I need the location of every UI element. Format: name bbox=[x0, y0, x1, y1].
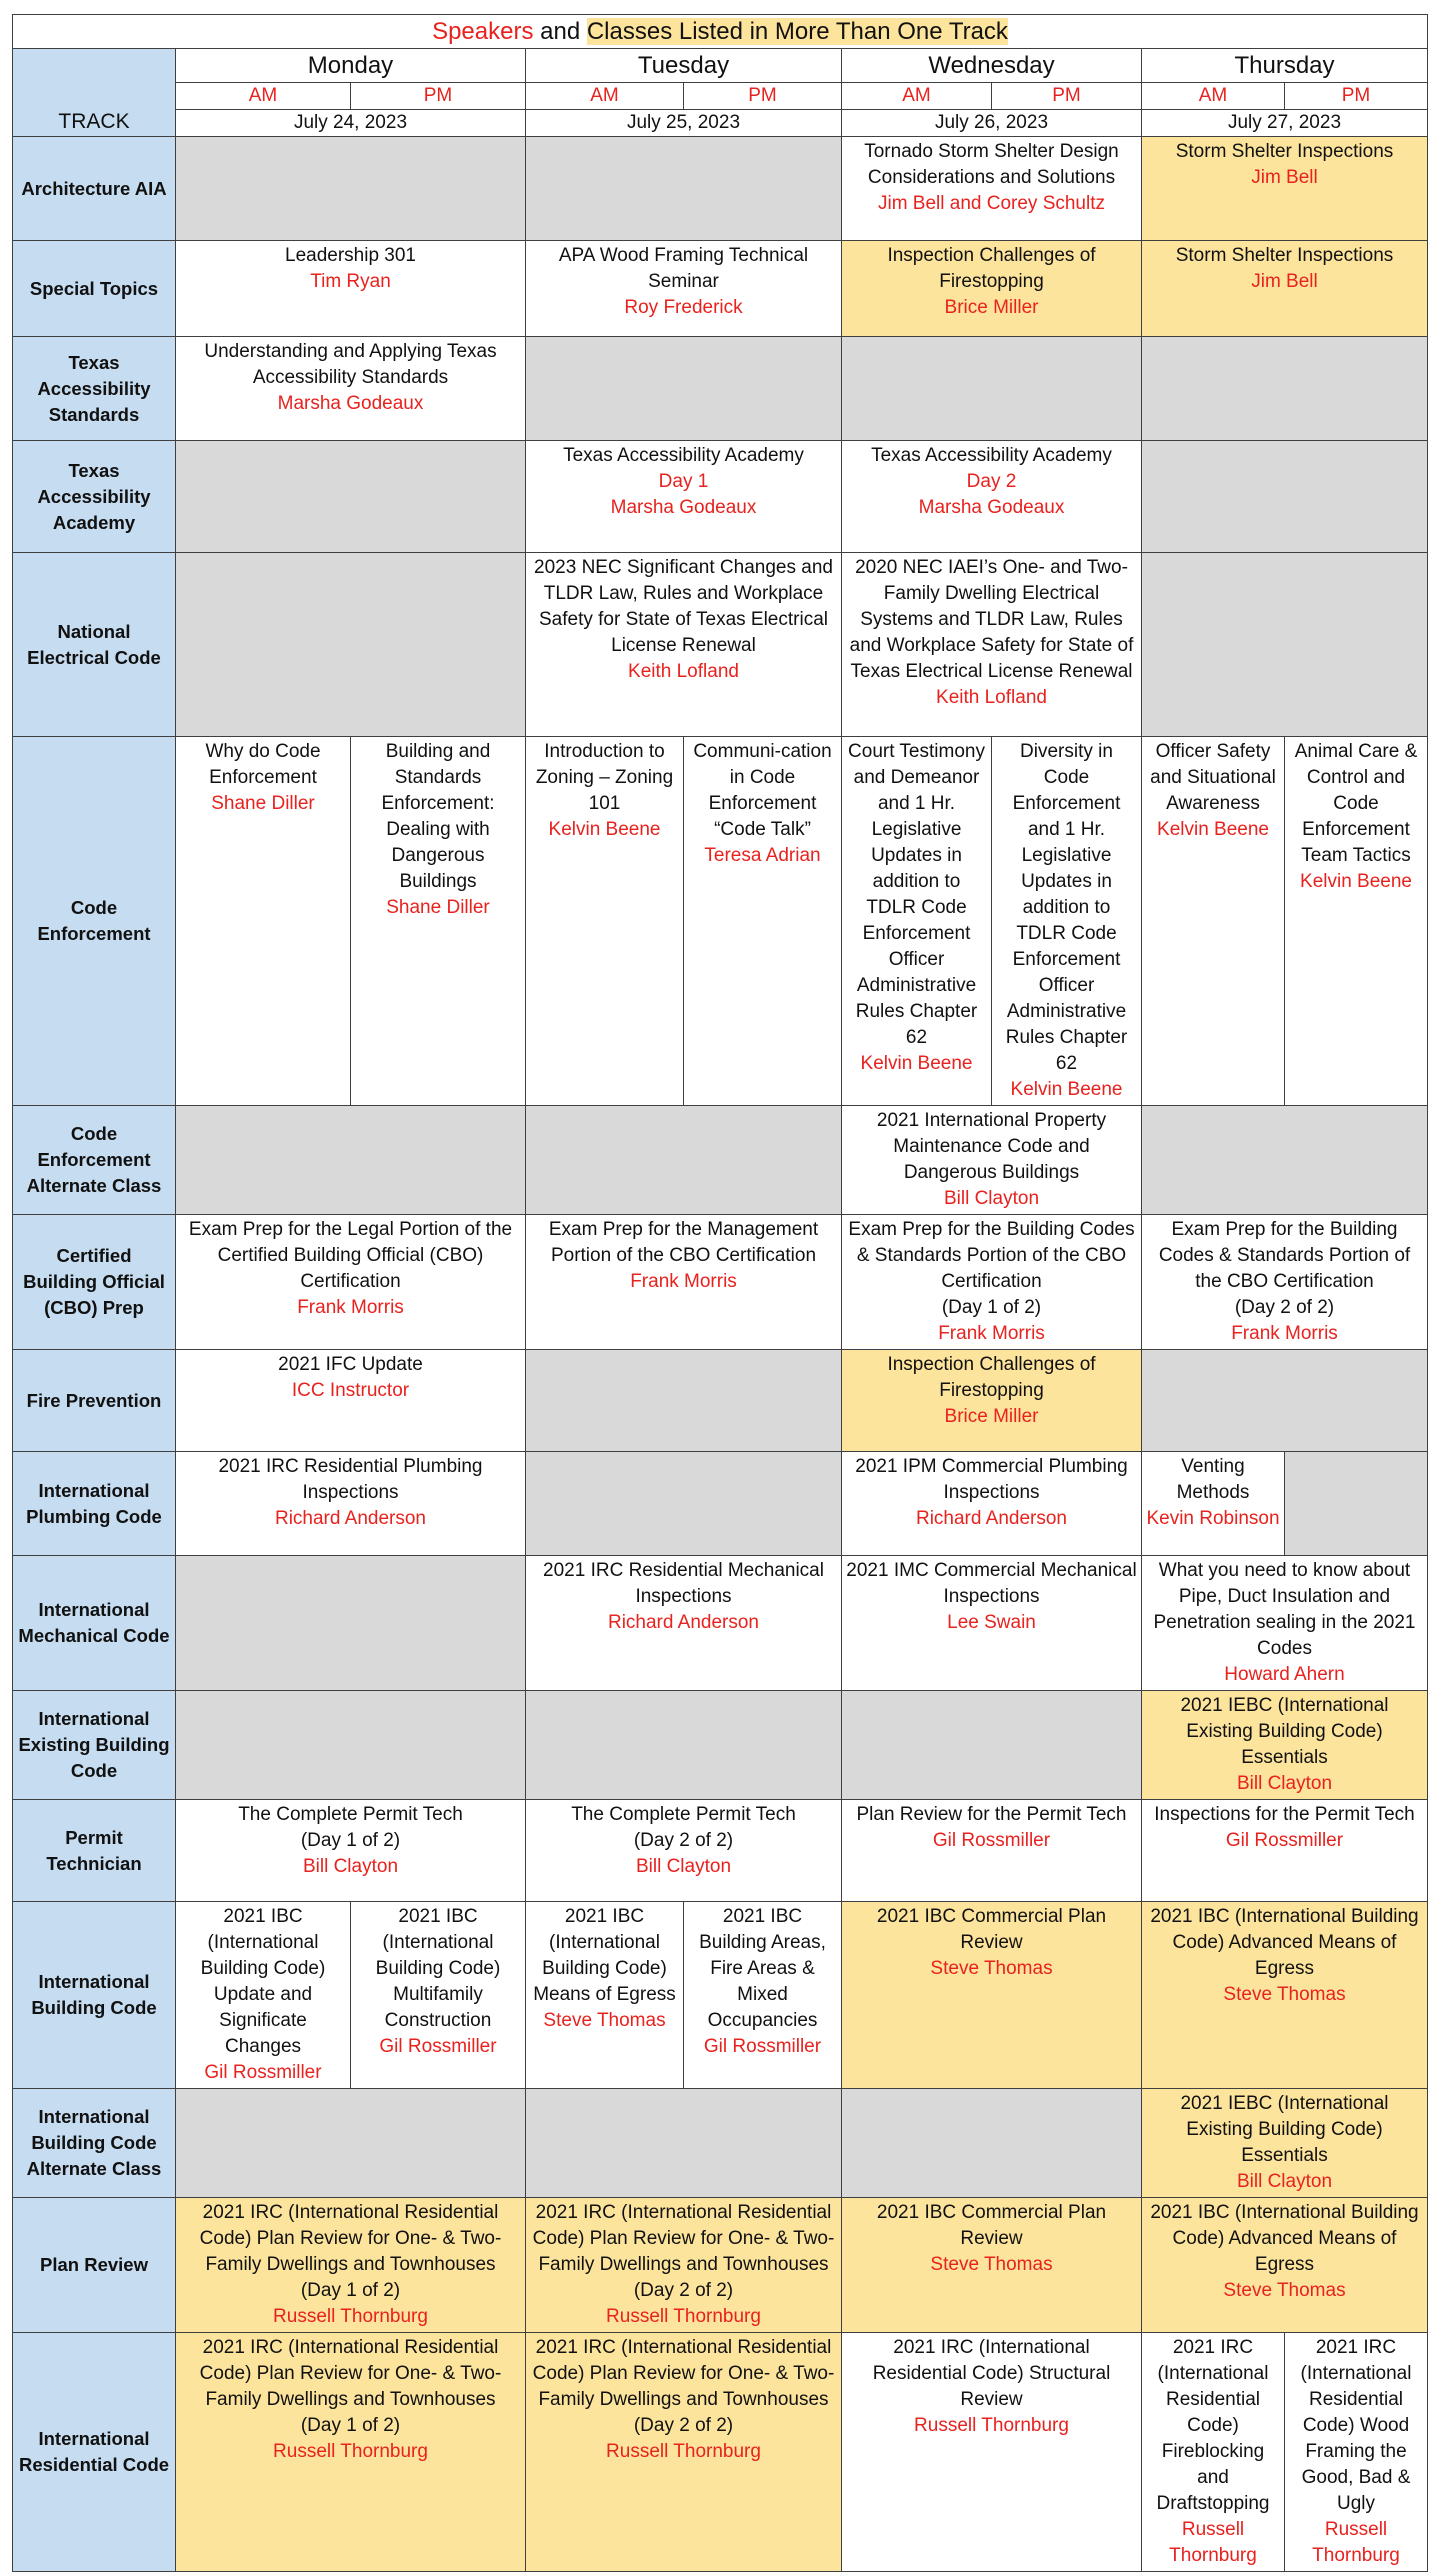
day-row bbox=[13, 49, 1428, 83]
session-cell bbox=[1285, 737, 1428, 1106]
session-cell bbox=[842, 553, 1142, 737]
session-speaker: Bill Clayton bbox=[1236, 1773, 1333, 1794]
session-cell bbox=[176, 2333, 526, 2572]
session-speaker: Kelvin Beene bbox=[548, 819, 661, 840]
session-speaker: Tim Ryan bbox=[310, 271, 391, 292]
session-speaker: Russell Thornburg bbox=[914, 2415, 1069, 2436]
session-title: Inspections for the Permit Tech bbox=[1154, 1804, 1415, 1825]
session-title: Communi-cation in Code Enforcement “Code Talk” bbox=[693, 741, 832, 840]
track-row-permit-technician bbox=[13, 1800, 1428, 1902]
session-title: Texas Accessibility Academy bbox=[563, 445, 804, 466]
session-title: 2021 IBC Commercial Plan Review bbox=[876, 2202, 1107, 2249]
session-title: 2021 IRC Residential Mechanical Inspections bbox=[543, 1560, 824, 1607]
session-speaker: Bill Clayton bbox=[302, 1856, 399, 1877]
session-title: What you need to know about Pipe, Duct Insulation and Penetration sealing in the 2021 Codes bbox=[1153, 1560, 1416, 1659]
session-speaker: Russell Thornburg bbox=[1312, 2519, 1400, 2566]
session-speaker: Kelvin Beene bbox=[1157, 819, 1269, 840]
empty-slot bbox=[176, 1106, 526, 1215]
session-speaker: Lee Swain bbox=[947, 1612, 1036, 1633]
track-name: Texas Accessibility Standards bbox=[13, 337, 176, 441]
session-speaker: Bill Clayton bbox=[1236, 2171, 1333, 2192]
track-row-international-residential-code bbox=[13, 2333, 1428, 2572]
session-cell bbox=[526, 1800, 842, 1902]
session-cell bbox=[526, 1902, 684, 2089]
session-title: Inspection Challenges of Firestopping bbox=[887, 245, 1096, 292]
session-speaker: Jim Bell and Corey Schultz bbox=[877, 193, 1106, 214]
session-speaker: Shane Diller bbox=[211, 793, 315, 814]
track-name: Special Topics bbox=[13, 241, 176, 337]
session-speaker: Jim Bell bbox=[1251, 271, 1318, 292]
page-title bbox=[13, 15, 1428, 49]
session-title: 2021 International Property Maintenance Code and Dangerous Buildings bbox=[876, 1110, 1107, 1183]
session-speaker: Steve Thomas bbox=[543, 2010, 666, 2031]
track-row-international-mechanical-code bbox=[13, 1556, 1428, 1691]
session-title: (Day 1 of 2) bbox=[300, 2280, 401, 2301]
empty-slot bbox=[526, 1691, 842, 1800]
session-cell bbox=[176, 737, 351, 1106]
session-cell bbox=[992, 737, 1142, 1106]
session-cell bbox=[526, 241, 842, 337]
session-speaker: Howard Ahern bbox=[1224, 1664, 1345, 1685]
empty-slot bbox=[526, 2089, 842, 2198]
session-title: 2020 NEC IAEI’s One- and Two-Family Dwelling Electrical Systems and TLDR Law, Rules and Workplace Safety for State of Texas Electrical License Renewal bbox=[849, 557, 1134, 682]
session-speaker: Russell Thornburg bbox=[606, 2441, 761, 2462]
session-title: 2021 IRC (International Residential Code) Wood Framing the Good, Bad & Ugly bbox=[1300, 2337, 1412, 2514]
track-row-international-existing-building-code bbox=[13, 1691, 1428, 1800]
session-title: 2021 IBC (International Building Code) Update and Significate Changes bbox=[200, 1906, 326, 2057]
session-title: 2021 IFC Update bbox=[278, 1354, 423, 1375]
empty-slot bbox=[842, 1691, 1142, 1800]
session-title: Exam Prep for the Building Codes & Standards Portion of the CBO Certification bbox=[848, 1219, 1135, 1292]
session-speaker: Kelvin Beene bbox=[1010, 1079, 1123, 1100]
schedule-body bbox=[13, 15, 1428, 2572]
pm-label: PM bbox=[684, 83, 842, 110]
session-cell bbox=[842, 2198, 1142, 2333]
session-speaker: Steve Thomas bbox=[930, 2254, 1053, 2275]
track-row-texas-accessibility-standards bbox=[13, 337, 1428, 441]
am-label: AM bbox=[526, 83, 684, 110]
empty-slot bbox=[176, 441, 526, 553]
day-monday: Monday bbox=[176, 49, 526, 83]
session-speaker: Bill Clayton bbox=[943, 1188, 1040, 1209]
empty-slot bbox=[1142, 337, 1428, 441]
session-cell bbox=[526, 2198, 842, 2333]
session-cell bbox=[526, 737, 684, 1106]
session-title: 2021 IRC (International Residential Code) Fireblocking and Draftstopping bbox=[1156, 2337, 1270, 2514]
pm-label: PM bbox=[992, 83, 1142, 110]
track-row-architecture-aia bbox=[13, 137, 1428, 241]
track-name: Permit Technician bbox=[13, 1800, 176, 1902]
session-speaker: Frank Morris bbox=[630, 1271, 737, 1292]
session-cell bbox=[842, 1215, 1142, 1350]
session-speaker: Marsha Godeaux bbox=[918, 497, 1065, 518]
day-wednesday: Wednesday bbox=[842, 49, 1142, 83]
date-thursday: July 27, 2023 bbox=[1142, 110, 1428, 137]
session-speaker: Day 1 bbox=[658, 471, 709, 492]
session-title: 2021 IRC (International Residential Code) Structural Review bbox=[872, 2337, 1111, 2410]
session-cell bbox=[526, 2333, 842, 2572]
track-name: Architecture AIA bbox=[13, 137, 176, 241]
session-title: (Day 2 of 2) bbox=[633, 1830, 734, 1851]
session-title: 2021 IRC Residential Plumbing Inspections bbox=[218, 1456, 483, 1503]
session-cell bbox=[1142, 2089, 1428, 2198]
session-speaker: Marsha Godeaux bbox=[277, 393, 424, 414]
session-cell bbox=[526, 1215, 842, 1350]
session-cell bbox=[1142, 737, 1285, 1106]
empty-slot bbox=[1142, 1350, 1428, 1452]
track-name: International Plumbing Code bbox=[13, 1452, 176, 1556]
session-title: Why do Code Enforcement bbox=[205, 741, 321, 788]
session-title: 2021 IBC Building Areas, Fire Areas & Mixed Occupancies bbox=[699, 1906, 826, 2031]
session-cell bbox=[842, 1106, 1142, 1215]
track-name: Code Enforcement bbox=[13, 737, 176, 1106]
session-cell bbox=[1142, 1800, 1428, 1902]
pm-label: PM bbox=[1285, 83, 1428, 110]
track-name: Plan Review bbox=[13, 2198, 176, 2333]
session-speaker: Keith Lofland bbox=[936, 687, 1047, 708]
session-cell bbox=[351, 1902, 526, 2089]
session-title: Storm Shelter Inspections bbox=[1175, 141, 1394, 162]
session-speaker: Kelvin Beene bbox=[860, 1053, 973, 1074]
empty-slot bbox=[526, 137, 842, 241]
session-cell bbox=[176, 337, 526, 441]
session-title: 2021 IBC (International Building Code) Multifamily Construction bbox=[375, 1906, 501, 2031]
session-title: Inspection Challenges of Firestopping bbox=[887, 1354, 1096, 1401]
session-title: 2021 IBC (International Building Code) Advanced Means of Egress bbox=[1150, 2202, 1419, 2275]
pm-label: PM bbox=[351, 83, 526, 110]
session-speaker: Gil Rossmiller bbox=[932, 1830, 1051, 1851]
session-title: 2021 IEBC (International Existing Building Code) Essentials bbox=[1180, 1695, 1389, 1768]
session-speaker: Brice Miller bbox=[944, 1406, 1039, 1427]
session-title: Diversity in Code Enforcement and 1 Hr. Legislative Updates in addition to TDLR Code Enforcement Officer Administrative Rules Chapter 62 bbox=[1005, 741, 1128, 1074]
session-cell bbox=[176, 241, 526, 337]
session-cell bbox=[526, 553, 842, 737]
empty-slot bbox=[1285, 1452, 1428, 1556]
track-row-certified-building-official-cbo-prep bbox=[13, 1215, 1428, 1350]
am-label: AM bbox=[842, 83, 992, 110]
session-speaker: Kelvin Beene bbox=[1300, 871, 1412, 892]
session-title: 2021 IRC (International Residential Code) Plan Review for One- & Two-Family Dwellings and Townhouses bbox=[199, 2202, 502, 2275]
session-speaker: Steve Thomas bbox=[930, 1958, 1053, 1979]
track-row-international-building-code bbox=[13, 1902, 1428, 2089]
empty-slot bbox=[1142, 441, 1428, 553]
session-title: Leadership 301 bbox=[285, 245, 416, 266]
session-cell bbox=[1142, 1902, 1428, 2089]
am-label: AM bbox=[1142, 83, 1285, 110]
empty-slot bbox=[1142, 553, 1428, 737]
am-label: AM bbox=[176, 83, 351, 110]
session-cell bbox=[176, 1350, 526, 1452]
track-name: Texas Accessibility Academy bbox=[13, 441, 176, 553]
session-title: Court Testimony and Demeanor and 1 Hr. Legislative Updates in addition to TDLR Code Enforcement Officer Administrative Rules Chapter 62 bbox=[848, 741, 985, 1048]
track-name: International Existing Building Code bbox=[13, 1691, 176, 1800]
ampm-row bbox=[13, 83, 1428, 110]
session-title: Tornado Storm Shelter Design Considerations and Solutions bbox=[864, 141, 1119, 188]
session-cell bbox=[1142, 241, 1428, 337]
session-title: 2021 IBC (International Building Code) Advanced Means of Egress bbox=[1150, 1906, 1419, 1979]
session-title: (Day 1 of 2) bbox=[941, 1297, 1042, 1318]
session-title: Introduction to Zoning – Zoning 101 bbox=[535, 741, 674, 814]
session-title: 2021 IRC (International Residential Code) Plan Review for One- & Two-Family Dwellings and Townhouses (Day 2 of 2) bbox=[532, 2202, 835, 2301]
session-cell bbox=[842, 1452, 1142, 1556]
session-speaker: Brice Miller bbox=[944, 297, 1039, 318]
session-title: APA Wood Framing Technical Seminar bbox=[558, 245, 809, 292]
session-cell bbox=[842, 441, 1142, 553]
session-cell bbox=[176, 1902, 351, 2089]
session-speaker: Gil Rossmiller bbox=[1225, 1830, 1344, 1851]
session-cell bbox=[842, 137, 1142, 241]
session-cell bbox=[1142, 1452, 1285, 1556]
empty-slot bbox=[526, 1350, 842, 1452]
session-title: Officer Safety and Situational Awareness bbox=[1150, 741, 1276, 814]
session-title: The Complete Permit Tech bbox=[571, 1804, 796, 1825]
session-speaker: Russell Thornburg bbox=[273, 2441, 428, 2462]
session-cell bbox=[842, 1800, 1142, 1902]
session-speaker: Shane Diller bbox=[386, 897, 490, 918]
session-title: Animal Care & Control and Code Enforcement Team Tactics bbox=[1294, 741, 1418, 866]
track-row-fire-prevention bbox=[13, 1350, 1428, 1452]
session-cell bbox=[1142, 2198, 1428, 2333]
session-speaker: Keith Lofland bbox=[628, 661, 739, 682]
session-title: Texas Accessibility Academy bbox=[871, 445, 1112, 466]
day-tuesday: Tuesday bbox=[526, 49, 842, 83]
track-name: International Building Code bbox=[13, 1902, 176, 2089]
session-speaker: Frank Morris bbox=[938, 1323, 1045, 1344]
session-speaker: ICC Instructor bbox=[291, 1380, 410, 1401]
session-speaker: Gil Rossmiller bbox=[379, 2036, 497, 2057]
session-speaker: Richard Anderson bbox=[274, 1508, 427, 1529]
track-row-national-electrical-code bbox=[13, 553, 1428, 737]
session-speaker: Roy Frederick bbox=[624, 297, 743, 318]
date-row bbox=[13, 110, 1428, 137]
session-title: Exam Prep for the Legal Portion of the Certified Building Official (CBO) Certification bbox=[188, 1219, 513, 1292]
session-title: Plan Review for the Permit Tech bbox=[856, 1804, 1127, 1825]
date-tuesday: July 25, 2023 bbox=[526, 110, 842, 137]
session-cell bbox=[526, 441, 842, 553]
title-row bbox=[13, 15, 1428, 49]
session-cell bbox=[1142, 2333, 1285, 2572]
session-cell bbox=[176, 2198, 526, 2333]
session-title: Building and Standards Enforcement: Dealing with Dangerous Buildings bbox=[381, 741, 495, 892]
track-name: National Electrical Code bbox=[13, 553, 176, 737]
session-speaker: Gil Rossmiller bbox=[204, 2062, 322, 2083]
session-title: 2021 IBC (International Building Code) Means of Egress bbox=[533, 1906, 676, 2005]
session-title: Exam Prep for the Building Codes & Standards Portion of the CBO Certification bbox=[1158, 1219, 1411, 1292]
session-cell bbox=[842, 1902, 1142, 2089]
session-title: 2021 IRC (International Residential Code) Plan Review for One- & Two-Family Dwellings and Townhouses (Day 2 of 2) bbox=[532, 2337, 835, 2436]
track-row-special-topics bbox=[13, 241, 1428, 337]
session-speaker: Jim Bell bbox=[1251, 167, 1318, 188]
schedule-table bbox=[12, 14, 1428, 2572]
track-row-plan-review bbox=[13, 2198, 1428, 2333]
session-speaker: Steve Thomas bbox=[1223, 2280, 1346, 2301]
session-cell bbox=[176, 1800, 526, 1902]
session-speaker: Russell Thornburg bbox=[1169, 2519, 1257, 2566]
track-row-code-enforcement-alternate-class bbox=[13, 1106, 1428, 1215]
track-name: Fire Prevention bbox=[13, 1350, 176, 1452]
session-cell bbox=[1142, 137, 1428, 241]
empty-slot bbox=[526, 1452, 842, 1556]
empty-slot bbox=[176, 553, 526, 737]
session-speaker: Teresa Adrian bbox=[704, 845, 821, 866]
session-title: 2021 IRC (International Residential Code) Plan Review for One- & Two-Family Dwellings and Townhouses bbox=[199, 2337, 502, 2410]
empty-slot bbox=[176, 1691, 526, 1800]
track-name: International Building Code Alternate Class bbox=[13, 2089, 176, 2198]
session-title: (Day 2 of 2) bbox=[1234, 1297, 1335, 1318]
session-title: (Day 1 of 2) bbox=[300, 1830, 401, 1851]
session-cell bbox=[842, 1350, 1142, 1452]
session-speaker: Marsha Godeaux bbox=[610, 497, 757, 518]
empty-slot bbox=[176, 137, 526, 241]
date-monday: July 24, 2023 bbox=[176, 110, 526, 137]
empty-slot bbox=[526, 1106, 842, 1215]
session-cell bbox=[526, 1556, 842, 1691]
session-title: 2021 IPM Commercial Plumbing Inspections bbox=[855, 1456, 1128, 1503]
session-cell bbox=[842, 737, 992, 1106]
track-row-texas-accessibility-academy bbox=[13, 441, 1428, 553]
track-column-header: TRACK bbox=[13, 49, 176, 137]
session-cell bbox=[842, 241, 1142, 337]
track-name: Certified Building Official (CBO) Prep bbox=[13, 1215, 176, 1350]
session-speaker: Russell Thornburg bbox=[606, 2306, 761, 2327]
session-speaker: Frank Morris bbox=[1231, 1323, 1338, 1344]
session-cell bbox=[684, 737, 842, 1106]
session-speaker: Day 2 bbox=[966, 471, 1017, 492]
session-cell bbox=[1142, 1215, 1428, 1350]
session-title: Venting Methods bbox=[1176, 1456, 1250, 1503]
track-name: International Mechanical Code bbox=[13, 1556, 176, 1691]
empty-slot bbox=[1142, 1106, 1428, 1215]
empty-slot bbox=[526, 337, 842, 441]
session-speaker: Gil Rossmiller bbox=[703, 2036, 822, 2057]
session-speaker: Bill Clayton bbox=[635, 1856, 732, 1877]
session-cell bbox=[842, 1556, 1142, 1691]
title-speakers: Speakers bbox=[432, 17, 534, 45]
track-row-international-plumbing-code bbox=[13, 1452, 1428, 1556]
session-cell bbox=[1142, 1556, 1428, 1691]
session-cell bbox=[842, 2333, 1142, 2572]
session-speaker: Richard Anderson bbox=[607, 1612, 760, 1633]
session-speaker: Kevin Robinson bbox=[1146, 1508, 1280, 1529]
session-speaker: Frank Morris bbox=[297, 1297, 404, 1318]
session-cell bbox=[351, 737, 526, 1106]
track-name: Code Enforcement Alternate Class bbox=[13, 1106, 176, 1215]
session-cell bbox=[176, 1215, 526, 1350]
session-speaker: Steve Thomas bbox=[1223, 1984, 1346, 2005]
session-title: The Complete Permit Tech bbox=[238, 1804, 463, 1825]
session-cell bbox=[684, 1902, 842, 2089]
session-title: Storm Shelter Inspections bbox=[1175, 245, 1394, 266]
empty-slot bbox=[176, 1556, 526, 1691]
session-title: (Day 1 of 2) bbox=[300, 2415, 401, 2436]
session-cell bbox=[1285, 2333, 1428, 2572]
session-title: 2023 NEC Significant Changes and TLDR Law, Rules and Workplace Safety for State of Texas Electrical License Renewal bbox=[534, 557, 833, 656]
session-title: 2021 IBC Commercial Plan Review bbox=[876, 1906, 1107, 1953]
date-wednesday: July 26, 2023 bbox=[842, 110, 1142, 137]
session-cell bbox=[176, 1452, 526, 1556]
day-thursday: Thursday bbox=[1142, 49, 1428, 83]
title-classes: Classes Listed in More Than One Track bbox=[586, 17, 1008, 45]
session-title: Understanding and Applying Texas Accessibility Standards bbox=[204, 341, 497, 388]
track-row-code-enforcement bbox=[13, 737, 1428, 1106]
session-title: 2021 IMC Commercial Mechanical Inspections bbox=[846, 1560, 1137, 1607]
session-cell bbox=[1142, 1691, 1428, 1800]
empty-slot bbox=[176, 2089, 526, 2198]
empty-slot bbox=[842, 2089, 1142, 2198]
empty-slot bbox=[842, 337, 1142, 441]
session-title: Exam Prep for the Management Portion of the CBO Certification bbox=[548, 1219, 819, 1266]
session-speaker: Russell Thornburg bbox=[273, 2306, 428, 2327]
session-speaker: Richard Anderson bbox=[915, 1508, 1068, 1529]
track-row-international-building-code-alternate-class bbox=[13, 2089, 1428, 2198]
session-title: 2021 IEBC (International Existing Building Code) Essentials bbox=[1180, 2093, 1389, 2166]
title-and: and bbox=[533, 17, 587, 45]
track-name: International Residential Code bbox=[13, 2333, 176, 2572]
